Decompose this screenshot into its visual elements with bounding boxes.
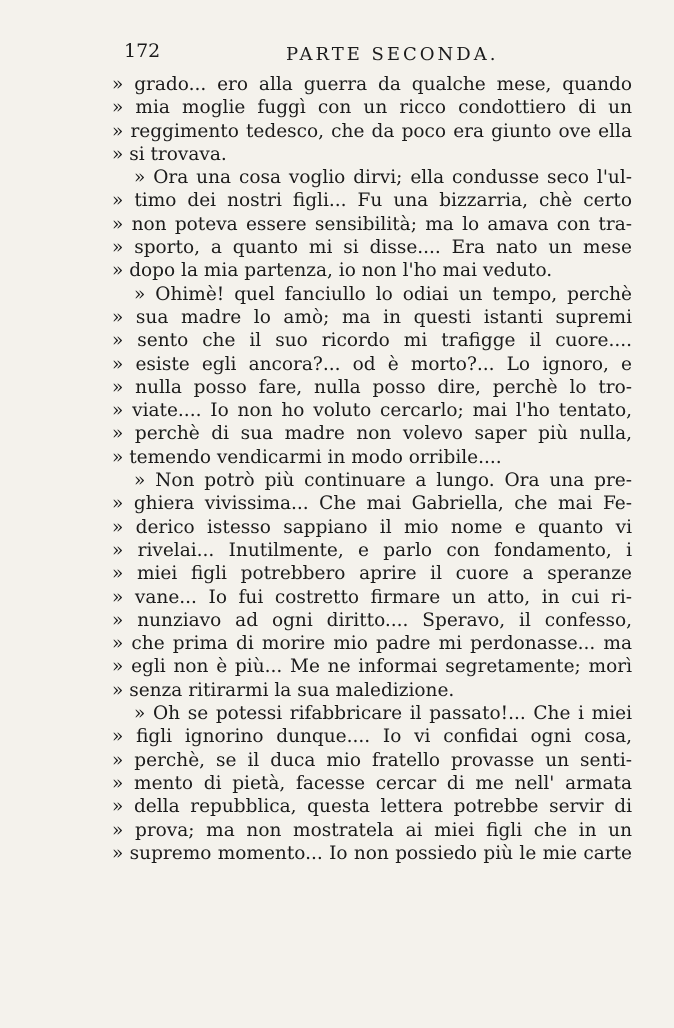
text-line: » sento che il suo ricordo mi trafigge il cuore....: [112, 330, 632, 352]
text-line: » dopo la mia partenza, io non l'ho mai veduto.: [112, 260, 553, 282]
text-line: » figli ignorino dunque.... Io vi confidai ogni cosa,: [112, 726, 632, 748]
text-line: » Ora una cosa voglio dirvi; ella condusse seco l'ul-: [134, 167, 632, 189]
text-line: » Non potrò più continuare a lungo. Ora una pre-: [134, 470, 632, 492]
text-line: » della repubblica, questa lettera potrebbe servir di: [112, 796, 632, 818]
text-line: » che prima di morire mio padre mi perdonasse... ma: [112, 633, 632, 655]
text-line: » temendo vendicarmi in modo orribile....: [112, 446, 502, 468]
text-line: » perchè, se il duca mio fratello provasse un senti-: [112, 749, 632, 771]
text-line: » non poteva essere sensibilità; ma lo amava con tra-: [112, 213, 632, 235]
text-line: » perchè di sua madre non volevo saper più nulla,: [112, 423, 632, 445]
text-line: » si trovava.: [112, 143, 227, 165]
body-text: [112, 73, 632, 865]
text-line: » miei figli potrebbero aprire il cuore a speranze: [112, 563, 632, 585]
text-line: » prova; ma non mostratela ai miei figli che in un: [112, 819, 632, 841]
text-line: » mia moglie fuggì con un ricco condottiero di un: [112, 97, 632, 119]
text-line: » egli non è più... Me ne informai segretamente; morì: [112, 656, 632, 678]
text-line: » Ohimè! quel fanciullo lo odiai un tempo, perchè: [134, 283, 632, 305]
text-line: » timo dei nostri figli... Fu una bizzarria, chè certo: [112, 190, 632, 212]
text-line: » viate.... Io non ho voluto cercarlo; mai l'ho tentato,: [112, 400, 632, 422]
text-line: » sporto, a quanto mi si disse.... Era nato un mese: [112, 237, 632, 259]
running-head: PARTE SECONDA.: [286, 44, 499, 65]
text-line: » esiste egli ancora?... od è morto?... Lo ignoro, e: [112, 353, 632, 375]
text-line: » reggimento tedesco, che da poco era giunto ove ella: [112, 120, 632, 142]
text-line: » senza ritirarmi la sua maledizione.: [112, 679, 455, 701]
text-line: » Oh se potessi rifabbricare il passato!... Che i miei: [134, 703, 632, 725]
text-line: » nunziavo ad ogni diritto.... Speravo, il confesso,: [112, 609, 632, 631]
text-line: » supremo momento... Io non possiedo più le mie carte: [112, 842, 632, 864]
text-line: » sua madre lo amò; ma in questi istanti supremi: [112, 306, 632, 328]
text-line: » mento di pietà, facesse cercar di me nell' armata: [112, 772, 632, 794]
text-line: » vane... Io fui costretto firmare un atto, in cui ri-: [112, 586, 632, 608]
text-line: » grado... ero alla guerra da qualche mese, quando: [112, 74, 632, 95]
text-line: » rivelai... Inutilmente, e parlo con fondamento, i: [112, 539, 632, 561]
text-line: » ghiera vivissima... Che mai Gabriella, che mai Fe-: [112, 493, 632, 515]
page-header: [118, 40, 638, 70]
text-line: » derico istesso sappiano il mio nome e quanto vi: [112, 516, 632, 538]
text-line: » nulla posso fare, nulla posso dire, perchè lo tro-: [112, 376, 632, 398]
page-number: 172: [124, 40, 161, 62]
